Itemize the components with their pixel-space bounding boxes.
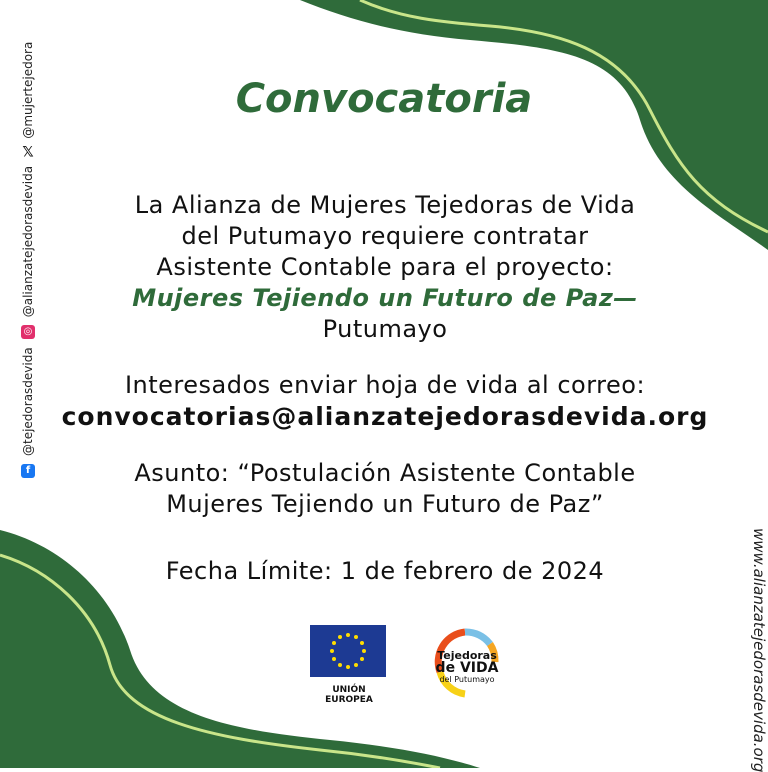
intro-line-5: Putumayo xyxy=(322,315,448,343)
tejedoras-word: Tejedoras xyxy=(437,649,497,662)
eu-flag-icon xyxy=(310,625,386,677)
intro-line-3: Asistente Contable para el proyecto: xyxy=(156,253,614,281)
intro-line-2: del Putumayo requiere contratar xyxy=(181,222,589,250)
instagram-icon[interactable]: ◎ xyxy=(21,325,35,339)
email-link[interactable]: convocatorias@alianzatejedorasdevida.org xyxy=(61,402,709,431)
contact-text: Interesados enviar hoja de vida al correo: xyxy=(124,371,646,399)
facebook-handle[interactable]: @tejedorasdevida xyxy=(21,347,35,456)
job-description xyxy=(40,190,730,345)
de-vida-word: de VIDA xyxy=(435,660,499,676)
contact-section xyxy=(40,370,730,432)
putumayo-word: del Putumayo xyxy=(439,675,495,684)
social-handles xyxy=(20,42,36,478)
facebook-icon[interactable]: f xyxy=(21,464,35,478)
deadline: Fecha Límite: 1 de febrero de 2024 xyxy=(165,557,605,585)
instagram-handle[interactable]: @alianzatejedorasdevida xyxy=(21,165,35,318)
eu-logo xyxy=(310,625,388,705)
x-handle[interactable]: @mujertejedora xyxy=(21,41,35,139)
subject-section xyxy=(40,458,730,520)
x-icon[interactable]: 𝕏 xyxy=(22,144,34,161)
project-name: Mujeres Tejiendo un Futuro de Paz— xyxy=(132,284,638,312)
website-url[interactable]: www.alianzatejedorasdevida.org xyxy=(750,528,768,772)
tejedoras-logo xyxy=(420,622,510,702)
page-title: Convocatoria xyxy=(235,76,533,122)
subject-line-2: Mujeres Tejiendo un Futuro de Paz” xyxy=(166,490,604,518)
subject-line-1: Asunto: “Postulación Asistente Contable xyxy=(134,459,636,487)
intro-line-1: La Alianza de Mujeres Tejedoras de Vida xyxy=(134,191,636,219)
eu-label: UNIÓN EUROPEA xyxy=(325,685,373,705)
